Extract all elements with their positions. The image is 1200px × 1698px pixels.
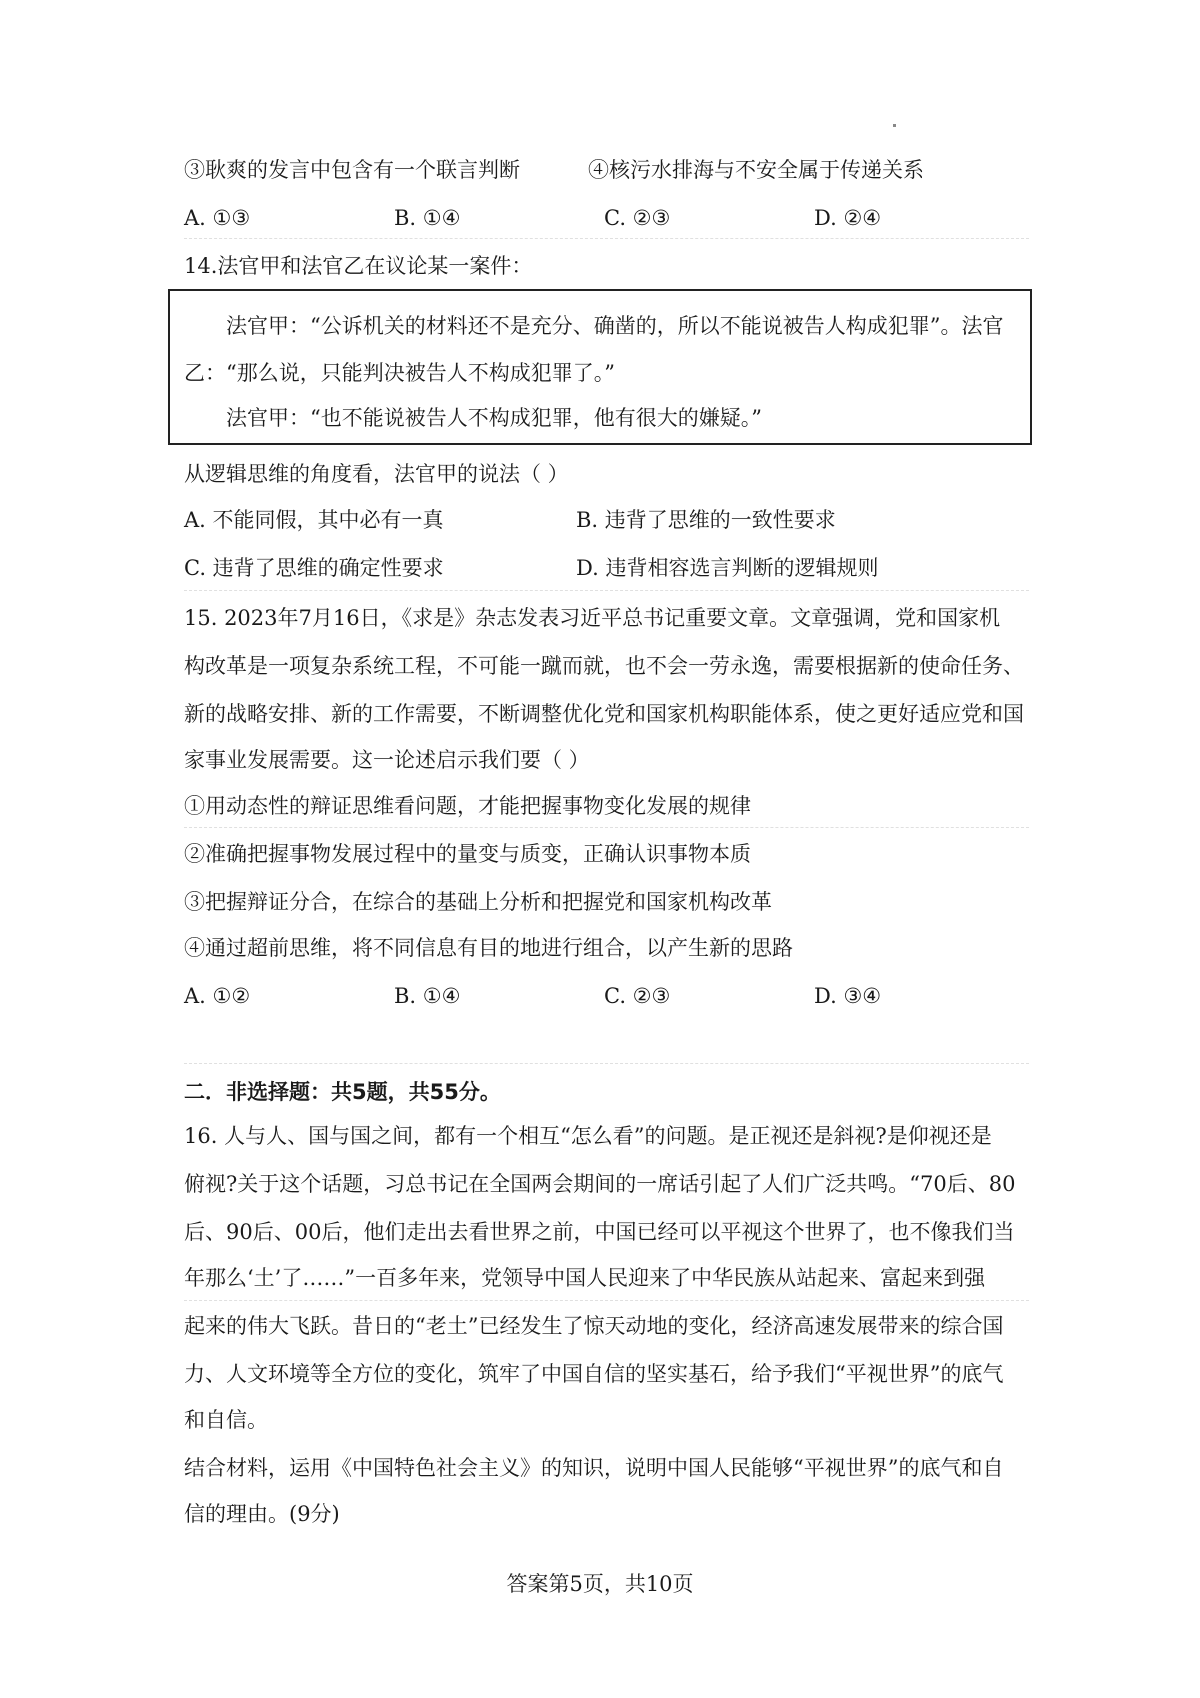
q13-option-b: B. ①④: [394, 206, 461, 230]
q13-item-3: ③耿爽的发言中包含有一个联言判断: [184, 158, 520, 182]
q15-item-3: ③把握辩证分合，在综合的基础上分析和把握党和国家机构改革: [184, 890, 772, 914]
q15-option-a: A. ①②: [184, 984, 251, 1008]
q16-line-6: 力、人文环境等全方位的变化，筑牢了中国自信的坚实基石，给予我们“平视世界”的底气: [184, 1362, 1004, 1386]
q15-line-1: 15. 2023年7月16日，《求是》杂志发表习近平总书记重要文章。文章强调，党和国家机: [184, 606, 1001, 630]
q13-option-c: C. ②③: [604, 206, 671, 230]
q16-line-8: 结合材料，运用《中国特色社会主义》的知识，说明中国人民能够“平视世界”的底气和自: [184, 1456, 1004, 1480]
q13-item-4: ④核污水排海与不安全属于传递关系: [588, 158, 924, 182]
q14-box-line-3: 法官甲：“也不能说被告人不构成犯罪，他有很大的嫌疑。”: [226, 406, 762, 430]
q16-line-3: 后、90后、00后，他们走出去看世界之前，中国已经可以平视这个世界了，也不像我们当: [184, 1220, 1015, 1244]
q16-line-9: 信的理由。(9分): [184, 1502, 340, 1526]
q16-line-5: 起来的伟大飞跃。昔日的“老土”已经发生了惊天动地的变化，经济高速发展带来的综合国: [184, 1314, 1004, 1338]
q16-line-4: 年那么‘土’了……”一百多年来，党领导中国人民迎来了中华民族从站起来、富起来到强: [184, 1266, 986, 1290]
q13-option-a: A. ①③: [184, 206, 251, 230]
q15-item-2: ②准确把握事物发展过程中的量变与质变，正确认识事物本质: [184, 842, 751, 866]
divider: [184, 827, 1029, 828]
q14-question: 从逻辑思维的角度看，法官甲的说法（ ）: [184, 462, 569, 486]
q14-box-line-2: 乙：“那么说，只能判决被告人不构成犯罪了。”: [184, 361, 615, 385]
q14-option-d: D. 违背相容选言判断的逻辑规则: [576, 556, 879, 580]
q14-option-c: C. 违背了思维的确定性要求: [184, 556, 444, 580]
divider: [184, 1300, 1029, 1301]
q14-dialogue-box: [168, 289, 1032, 445]
q15-line-3: 新的战略安排、新的工作需要，不断调整优化党和国家机构职能体系，使之更好适应党和国: [184, 702, 1024, 726]
divider: [184, 590, 1029, 591]
q15-item-1: ①用动态性的辩证思维看问题，才能把握事物变化发展的规律: [184, 794, 751, 818]
page-footer: 答案第5页，共10页: [506, 1572, 694, 1596]
q14-box-line-1: 法官甲：“公诉机关的材料还不是充分、确凿的，所以不能说被告人构成犯罪”。法官: [226, 314, 1004, 338]
q15-option-d: D. ③④: [814, 984, 882, 1008]
divider: [184, 238, 1029, 239]
section-heading: 二．非选择题：共5题，共55分。: [184, 1080, 501, 1104]
q14-stem: 14.法官甲和法官乙在议论某一案件：: [184, 254, 533, 278]
q16-line-7: 和自信。: [184, 1408, 268, 1432]
q15-option-c: C. ②③: [604, 984, 671, 1008]
q13-option-d: D. ②④: [814, 206, 882, 230]
scan-dot: [893, 124, 896, 127]
divider: [184, 1063, 1029, 1064]
q16-line-1: 16. 人与人、国与国之间，都有一个相互“怎么看”的问题。是正视还是斜视?是仰视还是: [184, 1124, 992, 1148]
q15-option-b: B. ①④: [394, 984, 461, 1008]
q15-item-4: ④通过超前思维，将不同信息有目的地进行组合，以产生新的思路: [184, 936, 793, 960]
q14-option-b: B. 违背了思维的一致性要求: [576, 508, 836, 532]
q14-option-a: A. 不能同假，其中必有一真: [184, 508, 444, 532]
q16-line-2: 俯视?关于这个话题，习总书记在全国两会期间的一席话引起了人们广泛共鸣。“70后、80: [184, 1172, 1016, 1196]
q15-line-2: 构改革是一项复杂系统工程，不可能一蹴而就，也不会一劳永逸，需要根据新的使命任务、: [184, 654, 1024, 678]
q15-line-4: 家事业发展需要。这一论述启示我们要（ ）: [184, 748, 590, 772]
